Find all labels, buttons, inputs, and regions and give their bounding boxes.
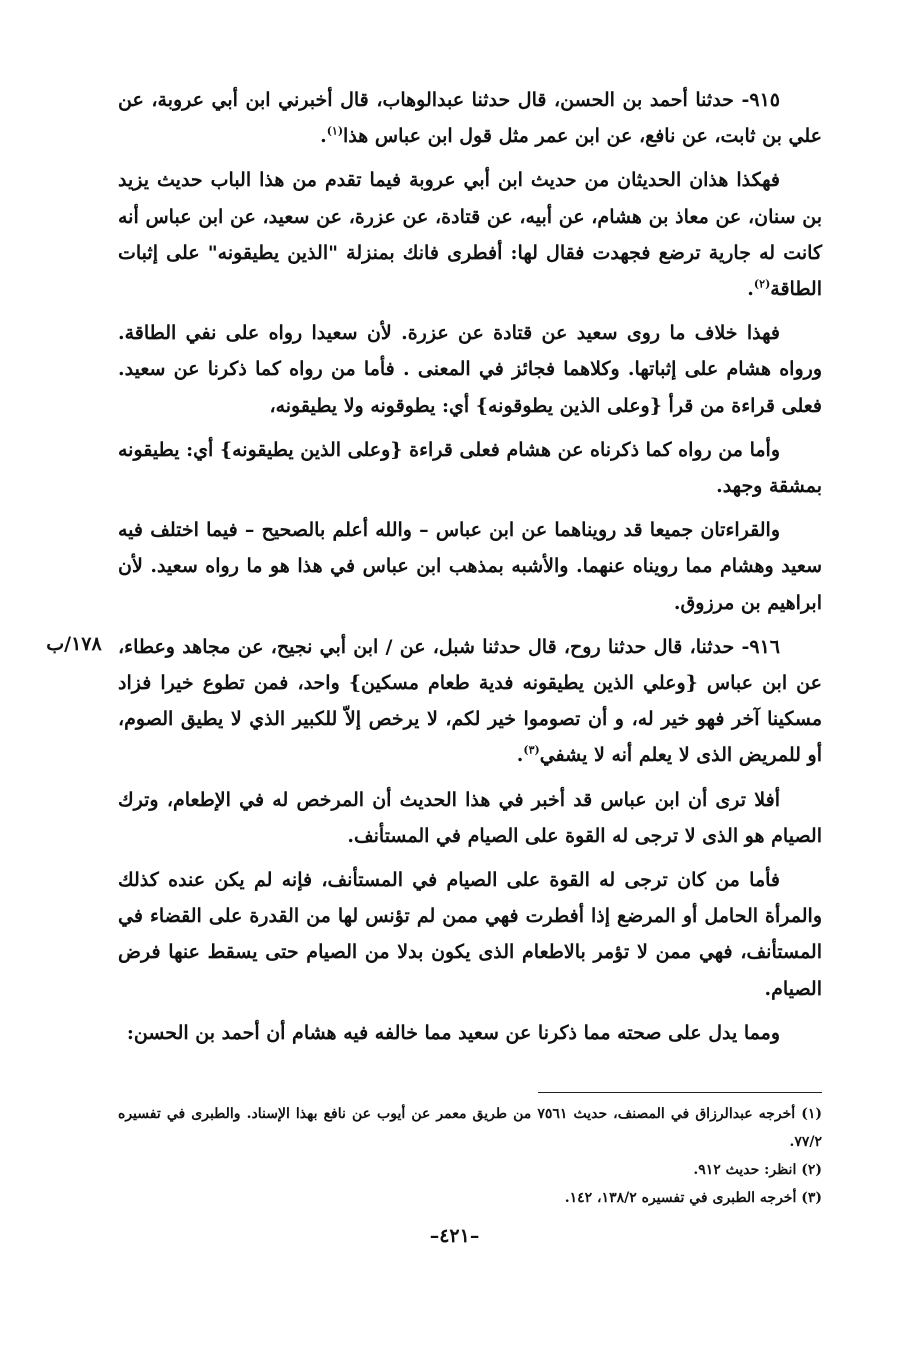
footnote-2: (٢) انظر: حديث ٩١٢. bbox=[693, 1162, 822, 1178]
paragraph-text: فهكذا هذان الحديثان من حديث ابن أبي عروبة فيما تقدم من هذا الباب حديث يزيد بن سنان، عن معاذ بن هشام، عن أبيه، عن قتادة، عن عزرة، عن سعيد، عن ابن عباس أنه كانت له جارية ترضع فجهدت فقال لها: أفطرى فانك بمنزلة "الذين يطيقونه" على إثبات الطاقة bbox=[118, 169, 822, 301]
footnote-ref-1[interactable]: (١) bbox=[326, 124, 344, 138]
footnotes-section bbox=[118, 1100, 822, 1212]
footnote-3: (٣) أخرجه الطبرى في تفسيره ١٣٨/٢، ١٤٢. bbox=[564, 1190, 822, 1206]
paragraph-tail: . bbox=[516, 744, 524, 767]
paragraph-difference: فهذا خلاف ما روى سعيد عن قتادة عن عزرة. لأن سعيدا رواه على نفي الطاقة. ورواه هشام على إثباتها. وكلاهما فجائز في المعنى . فأما من رواه كما ذكرنا عن سعيد. فعلى قراءة من قرأ {وعلى الذين يطوقونه} أي: يطوقونه ولا يطيقونه، bbox=[118, 322, 822, 417]
paragraph-two-readings: والقراءتان جميعا قد رويناهما عن ابن عباس – والله أعلم بالصحيح – فيما اختلف فيه سعيد وهشام مما رويناه عنهما. والأشبه بمذهب ابن عباس في هذا هو ما رواه سعيد. لأن ابراهيم بن مرزوق. bbox=[118, 519, 822, 614]
paragraph-text: ٩١٥- حدثنا أحمد بن الحسن، قال حدثنا عبدالوهاب، قال أخبرني ابن أبي عروبة، عن علي بن ثابت، عن نافع، عن ابن عمر مثل قول ابن عباس هذا bbox=[118, 89, 822, 148]
paragraph-do-you-not-see: أفلا ترى أن ابن عباس قد أخبر في هذا الحديث أن المرخص له في الإطعام، وترك الصيام هو الذى لا ترجى له القوة على الصيام في المستأنف. bbox=[118, 788, 822, 847]
manuscript-folio-marker: ١٧٨/ب bbox=[46, 633, 102, 655]
footnote-separator bbox=[538, 1092, 822, 1093]
paragraph-hadith-916 bbox=[118, 629, 822, 774]
paragraph-pregnant-nursing: فأما من كان ترجى له القوة على الصيام في المستأنف، فإنه لم يكن عنده كذلك والمرأة الحامل أو المرضع إذا أفطرت فهي ممن لم تؤنس لها من القدرة على القضاء في المستأنف، فهي ممن لا تؤمر بالاطعام الذى يكون بدلا من الصيام حتى يسقط عنها فرض الصيام. bbox=[118, 869, 822, 1000]
footnote-ref-2[interactable]: (٢) bbox=[753, 277, 771, 291]
paragraph-hadith-915 bbox=[118, 82, 822, 154]
footnote-ref-3[interactable]: (٣) bbox=[523, 744, 540, 758]
paragraph-text: ٩١٦- حدثنا، قال حدثنا روح، قال حدثنا شبل، عن / ابن أبي نجيح، عن مجاهد وعطاء، عن ابن عباس {وعلي الذين يطيقونه فدية طعام مسكين} واحد، فمن تطوع خيرا فزاد مسكينا آخر فهو خير له، و أن تصوموا خير لكم، لا يرخص إلاّ للكبير الذي لا يطيق الصوم، أو للمريض الذى لا يعلم أنه لا يشفي bbox=[118, 635, 823, 767]
main-text-body bbox=[118, 82, 822, 1059]
page-number: –٤٢١– bbox=[429, 1225, 480, 1247]
paragraph-hisham-reading: وأما من رواه كما ذكرناه عن هشام فعلى قراءة {وعلى الذين يطيقونه} أي: يطيقونه بمشقة وجهد. bbox=[118, 438, 822, 498]
paragraph-tail: . bbox=[747, 278, 754, 301]
paragraph-two-hadiths bbox=[118, 162, 822, 307]
paragraph-evidence: ومما يدل على صحته مما ذكرنا عن سعيد مما خالفه فيه هشام أن أحمد بن الحسن: bbox=[126, 1021, 780, 1044]
paragraph-tail: . bbox=[320, 125, 327, 148]
footnote-1: (١) أخرجه عبدالرزاق في المصنف، حديث ٧٥٦١ من طريق معمر عن أيوب عن نافع بهذا الإسناد. والطبرى في تفسيره ٧٧/٢. bbox=[118, 1106, 822, 1150]
